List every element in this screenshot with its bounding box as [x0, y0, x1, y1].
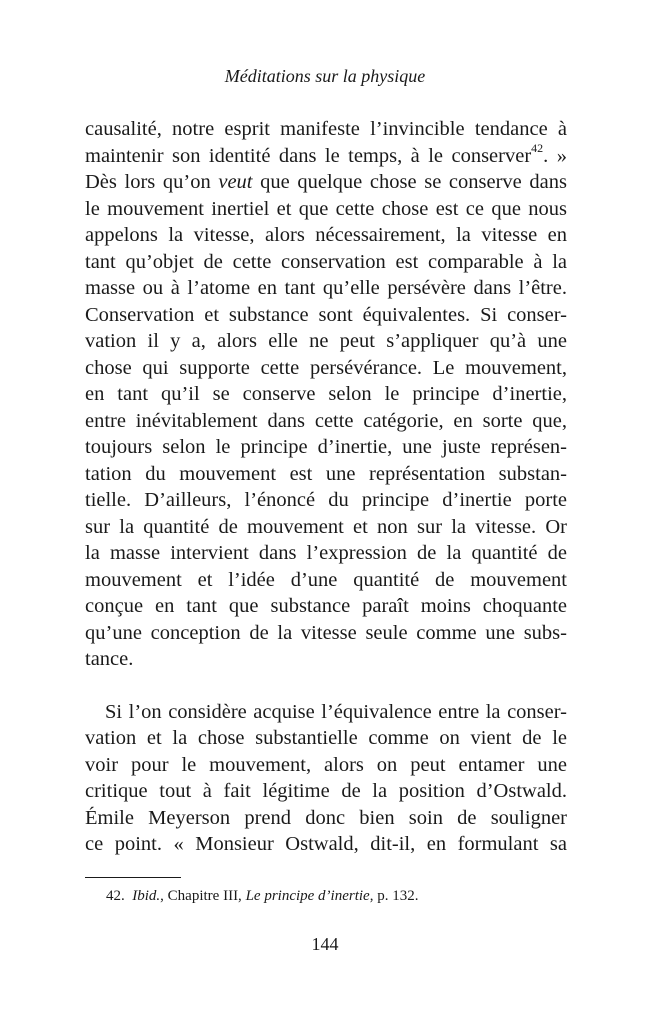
text-line: [85, 275, 567, 302]
footnote-page: , p. 132.: [369, 888, 419, 904]
line-text: sur la quantité de mouvement et non sur la vitesse. Or: [85, 515, 567, 538]
text-line: [85, 249, 567, 276]
line-text: qu’une conception de la vitesse seule comme une subs-: [85, 621, 567, 644]
text-line: [85, 196, 567, 223]
line-text: tielle. D’ailleurs, l’énoncé du principe d’inertie porte: [85, 489, 567, 511]
text-line: [85, 381, 567, 408]
line-text: Dès lors qu’on: [85, 171, 219, 193]
text-line: [85, 408, 567, 435]
text-line: [85, 831, 567, 858]
footnote-ref: 42: [531, 140, 544, 155]
line-text: voir pour le mouvement, alors on peut entamer une: [85, 753, 567, 776]
line-text: masse ou à l’atome en tant qu’elle persévère dans l’être.: [85, 277, 567, 299]
line-text: causalité, notre esprit manifeste l’invincible tendance à: [85, 118, 567, 140]
line-text: le mouvement inertiel et que cette chose est ce que nous: [85, 197, 567, 220]
text-line: [85, 355, 567, 382]
footnote-title: Le principe d’inertie: [245, 888, 370, 904]
footnote: [106, 886, 566, 906]
line-text: tance.: [85, 648, 134, 670]
line-text: toujours selon le principe d’inertie, une juste représen-: [85, 436, 567, 458]
line-text: Conservation et substance sont équivalentes. Si conser-: [85, 303, 567, 326]
page-number: 144: [311, 934, 339, 954]
footnote-rule: [85, 877, 181, 878]
text-line: [85, 328, 567, 355]
line-text: vation et la chose substantielle comme on vient de le: [85, 727, 567, 749]
text-line: [85, 725, 567, 752]
text-line: [85, 620, 567, 647]
text-line: [85, 461, 567, 488]
line-text: Émile Meyerson prend donc bien soin de souligner: [85, 806, 567, 829]
text-line: [85, 116, 567, 143]
line-text: Si l’on considère acquise l’équivalence entre la conser-: [105, 700, 567, 723]
text-line: [85, 140, 567, 170]
emphasis-word: veut: [218, 171, 253, 193]
line-text: chose qui supporte cette persévérance. Le mouvement,: [85, 356, 567, 379]
line-text: maintenir son identité dans le temps, à le conserver: [85, 144, 532, 167]
line-text: appelons la vitesse, alors nécessairement, la vitesse en: [85, 224, 567, 246]
line-text: critique tout à fait légitime de la position d’Ostwald.: [85, 780, 567, 802]
text-line: [85, 567, 567, 594]
text-line: [85, 434, 567, 461]
text-line: [85, 540, 567, 567]
line-text: conçue en tant que substance paraît moins choquante: [85, 595, 567, 617]
running-head: Méditations sur la physique: [224, 66, 426, 86]
text-line: [85, 778, 567, 805]
text-line: [85, 805, 567, 832]
line-text: la masse intervient dans l’expression de la quantité de: [85, 542, 567, 564]
text-line: [85, 514, 567, 541]
text-line: [85, 593, 567, 620]
line-text: ce point. « Monsieur Ostwald, dit-il, en formulant sa: [85, 833, 567, 855]
text-line: [85, 487, 567, 514]
footnote-ibid: Ibid.: [132, 888, 161, 904]
text-line: [85, 302, 567, 329]
text-line: [85, 752, 567, 779]
text-line: [85, 646, 567, 673]
line-text: . »: [543, 144, 567, 167]
line-text: entre inévitablement dans cette catégorie, en sorte que,: [85, 409, 567, 432]
footnote-number: 42.: [106, 888, 125, 904]
paragraph-gap: [85, 673, 567, 699]
line-text: vation il y a, alors elle ne peut s’appliquer qu’à une: [85, 330, 567, 352]
text-line: [85, 222, 567, 249]
line-text: tant qu’objet de cette conservation est comparable à la: [85, 250, 567, 273]
text-line: [85, 699, 567, 726]
line-text: en tant qu’il se conserve selon le principe d’inertie,: [85, 383, 567, 405]
line-text: mouvement et l’idée d’une quantité de mouvement: [85, 568, 567, 591]
line-text: tation du mouvement est une représentation substan-: [85, 462, 567, 485]
line-text: que quelque chose se conserve dans: [252, 171, 567, 193]
text-line: [85, 169, 567, 196]
body-text: [85, 116, 567, 858]
footnote-chapter: , Chapitre III,: [160, 888, 246, 904]
